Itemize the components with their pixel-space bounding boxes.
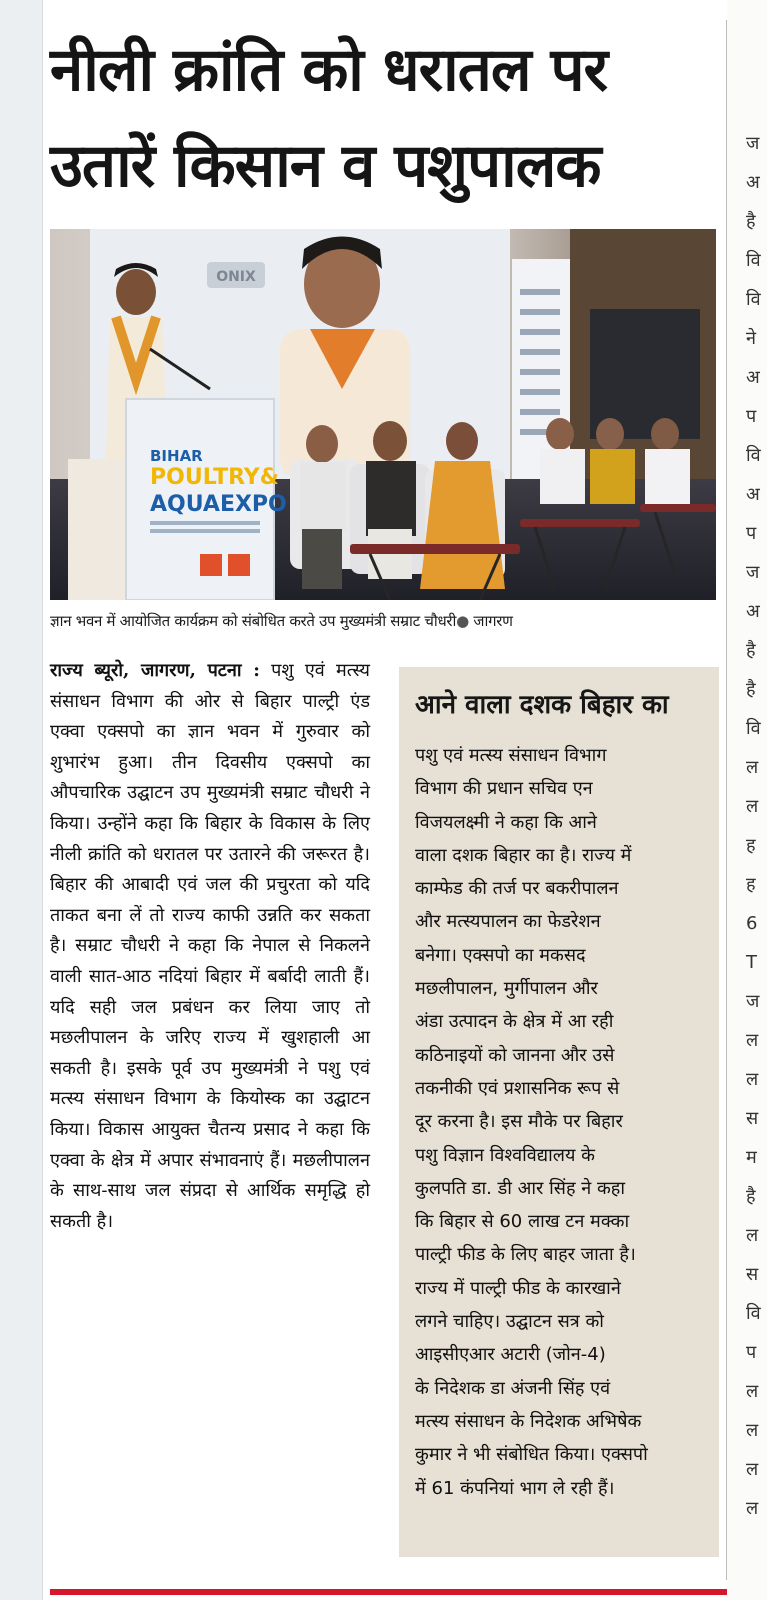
sidebar-line: विजयलक्ष्मी ने कहा कि आने	[415, 811, 597, 833]
adjacent-column-fragment: स	[746, 1108, 759, 1129]
sidebar-line: बनेगा। एक्सपो का मकसद	[415, 944, 586, 966]
adjacent-column-fragment: ज	[746, 562, 760, 583]
sidebar-line: काम्फेड की तर्ज पर बकरीपालन	[415, 878, 619, 900]
adjacent-column-fragment: वि	[746, 445, 761, 466]
adjacent-column-fragment: ल	[746, 1069, 759, 1090]
article-headline: नीली क्रांति को धरातल पर उतारें किसान व पशुपालक	[50, 35, 608, 201]
caption-bullet-icon: ●	[456, 612, 469, 630]
adjacent-column-fragment: 6	[746, 913, 758, 934]
sidebar-line: के निदेशक डा अंजनी सिंह एवं	[415, 1377, 611, 1399]
column-divider	[726, 20, 727, 1580]
photo-caption	[50, 611, 718, 631]
sidebar-line: अंडा उत्पादन के क्षेत्र में आ रही	[415, 1011, 614, 1033]
adjacent-column-fragment: प	[746, 1342, 757, 1363]
bottom-accent-rule	[50, 1589, 727, 1595]
adjacent-column-fragment: अ	[746, 484, 760, 505]
adjacent-column-fragment: है	[746, 211, 756, 232]
adjacent-column-fragment: ज	[746, 991, 760, 1012]
adjacent-column-fragment: ह	[746, 835, 756, 856]
sidebar-box	[399, 667, 719, 1557]
sidebar-line: कुमार ने भी संबोधित किया। एक्सपो	[415, 1444, 648, 1466]
adjacent-column-fragment: ल	[746, 1030, 759, 1051]
adjacent-column-fragment: ल	[746, 1459, 759, 1480]
adjacent-column-fragment: ल	[746, 1225, 759, 1246]
adjacent-column-fragment: वि	[746, 718, 761, 739]
screen-logo: ONIX	[216, 269, 256, 285]
adjacent-column-fragment: है	[746, 640, 756, 661]
adjacent-column-fragment: वि	[746, 289, 761, 310]
sidebar-line: में 61 कंपनियां भाग ले रही हैं।	[415, 1477, 615, 1499]
adjacent-column-fragment: ल	[746, 757, 759, 778]
sidebar-line: मत्स्य संसाधन के निदेशक अभिषेक	[415, 1410, 642, 1432]
adjacent-column-fragment: ल	[746, 796, 759, 817]
adjacent-column-fragment: प	[746, 523, 757, 544]
article-body-column	[50, 656, 370, 1237]
sidebar-line: आइसीएआर अटारी (जोन-4)	[415, 1344, 606, 1366]
adjacent-column-fragment: ने	[746, 328, 756, 349]
sidebar-line: पाल्ट्री फीड के लिए बाहर जाता है।	[415, 1244, 636, 1266]
sidebar-title: आने वाला दशक बिहार का	[415, 690, 669, 720]
sidebar-line: कठिनाइयों को जानना और उसे	[415, 1044, 615, 1066]
sidebar-line: कि बिहार से 60 लाख टन मक्का	[415, 1211, 630, 1233]
podium-logo-line-1: BIHAR	[150, 447, 203, 465]
caption-text: ज्ञान भवन में आयोजित कार्यक्रम को संबोधित करते उप मुख्यमंत्री सम्राट चौधरी	[50, 612, 457, 630]
article-body-text: पशु एवं मत्स्य संसाधन विभाग की ओर से बिहार पाल्ट्री एंड एक्वा एक्सपो का ज्ञान भवन में गुरुवार को शुभारंभ हुआ। तीन दिवसीय एक्सपो का औपचारिक उद्घाटन उप मुख्यमंत्री सम्राट चौधरी ने किया। उन्होंने कहा कि बिहार के विकास के लिए नीली क्रांति को धरातल पर उतारने की जरूरत है। बिहार की आबादी एवं जल की प्रचुरता को यदि ताकत बना लें तो राज्य काफी उन्नति कर सकता है। सम्राट चौधरी ने कहा कि नेपाल से निकलने वाली सात-आठ नदियां बिहार में बर्बादी लाती हैं। यदि सही जल प्रबंधन कर लिया जाए तो मछलीपालन के जरिए राज्य में खुशहाली आ सकती है। इसके पूर्व उप मुख्यमंत्री ने पशु एवं मत्स्य संसाधन विभाग के कियोस्क का उद्घाटन किया। विकास आयुक्त चैतन्य प्रसाद ने कहा कि एक्वा के क्षेत्र में अपार संभावनाएं हैं। मछलीपालन के साथ-साथ जल संप्रदा से आर्थिक समृद्धि हो सकती है।	[50, 660, 370, 1232]
sidebar-line: लगने चाहिए। उद्घाटन सत्र को	[415, 1311, 604, 1333]
photo-credit: जागरण	[473, 612, 513, 630]
adjacent-column-fragment: T	[746, 952, 757, 973]
sidebar-line: विभाग की प्रधान सचिव एन	[415, 778, 593, 800]
sidebar-line: वाला दशक बिहार का है। राज्य में	[415, 844, 632, 866]
adjacent-column-fragment: ज	[746, 133, 760, 154]
sidebar-line: तकनीकी एवं प्रशासनिक रूप से	[415, 1077, 620, 1099]
adjacent-column-fragment: ल	[746, 1420, 759, 1441]
adjacent-page-margin	[0, 0, 43, 1600]
sidebar-line: दूर करना है। इस मौके पर बिहार	[415, 1111, 623, 1133]
sidebar-line: राज्य में पाल्ट्री फीड के कारखाने	[415, 1277, 621, 1299]
adjacent-column-fragment: स	[746, 1264, 759, 1285]
sidebar-line: पशु एवं मत्स्य संसाधन विभाग	[415, 745, 607, 766]
podium-logo-line-3: AQUAEXPO	[150, 492, 287, 517]
adjacent-column-fragment: अ	[746, 601, 760, 622]
adjacent-column-fragment: प	[746, 406, 757, 427]
podium-logo-line-2: POULTRY&	[150, 465, 279, 490]
adjacent-column-fragment: ह	[746, 874, 756, 895]
adjacent-column-fragment: ल	[746, 1498, 759, 1519]
adjacent-column-fragment: अ	[746, 172, 760, 193]
adjacent-column-fragment: म	[746, 1147, 757, 1168]
adjacent-column-fragment: ल	[746, 1381, 759, 1402]
article-dateline: राज्य ब्यूरो, जागरण, पटना :	[50, 660, 260, 681]
sidebar-line: और मत्स्यपालन का फेडरेशन	[415, 911, 601, 933]
sidebar-line: मछलीपालन, मुर्गीपालन और	[415, 978, 598, 1000]
adjacent-column-fragment: है	[746, 1186, 756, 1207]
sidebar-line: पशु विज्ञान विश्वविद्यालय के	[415, 1144, 595, 1166]
sidebar-body	[415, 739, 705, 1505]
sidebar-line: कुलपति डा. डी आर सिंह ने कहा	[415, 1177, 625, 1199]
news-photo	[50, 229, 716, 600]
adjacent-column-fragment: अ	[746, 367, 760, 388]
adjacent-column-fragment: है	[746, 679, 756, 700]
adjacent-column-fragment: वि	[746, 1303, 761, 1324]
adjacent-column-fragment: वि	[746, 250, 761, 271]
